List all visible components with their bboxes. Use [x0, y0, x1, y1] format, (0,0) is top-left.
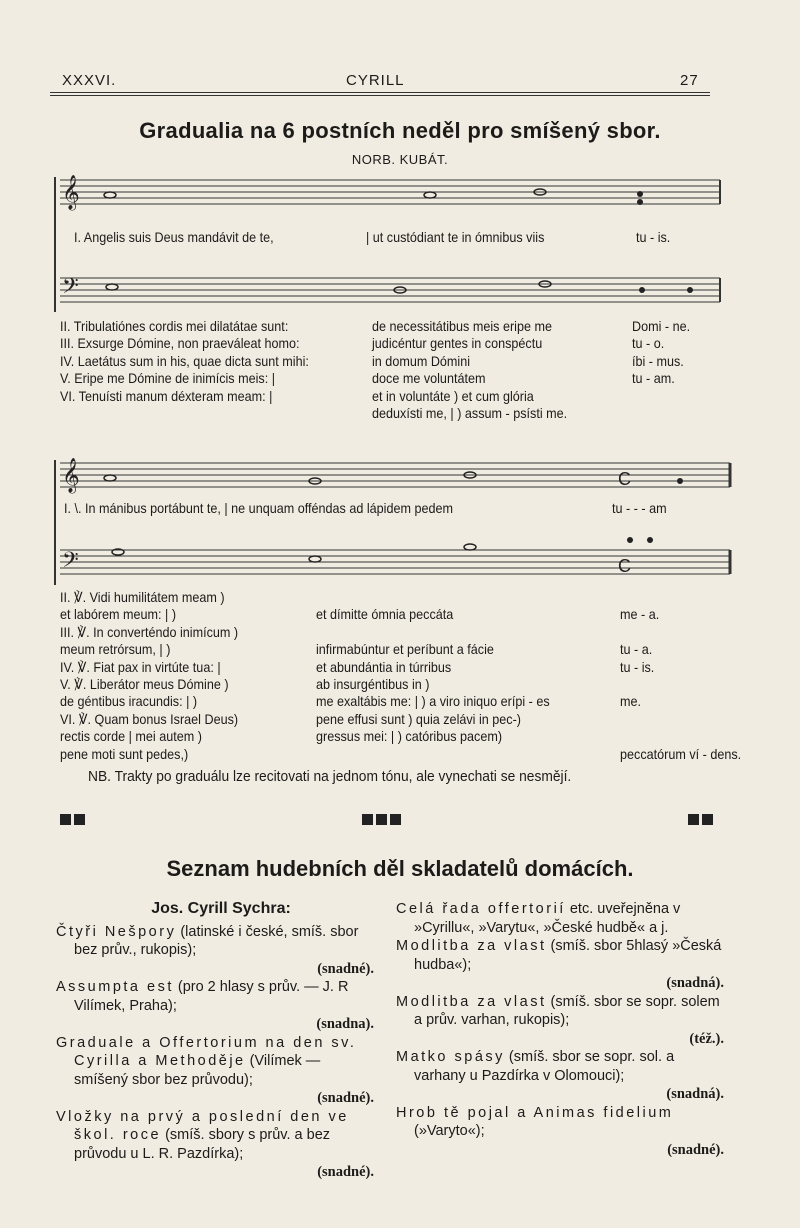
difficulty-rating: (snadné). — [317, 1090, 374, 1106]
svg-text:𝄞: 𝄞 — [62, 175, 80, 210]
verse-b: in domum Dómini — [372, 352, 471, 369]
verse-a: rectis corde | mei autem ) — [60, 728, 202, 745]
verse-b: pene effusi sunt ) quia zelávi in pec-) — [316, 710, 521, 727]
verse-c: me - a. — [620, 606, 660, 623]
svg-text:𝄢: 𝄢 — [62, 274, 79, 304]
work-entry — [396, 993, 724, 1049]
work-entry — [56, 1034, 374, 1108]
music-system-2 — [50, 455, 740, 590]
works-column-left — [56, 900, 374, 1182]
verse-a: III. Exsurge Dómine, non praeváleat homo: — [60, 335, 300, 352]
verse-a: de géntibus iracundis: | ) — [60, 693, 198, 710]
svg-text:𝄞: 𝄞 — [62, 458, 80, 493]
verse-b: me exaltábis me: | ) a viro iniquo erípi - es — [316, 693, 550, 710]
verse-b: infirmabúntur et períbunt a fácie — [316, 641, 494, 658]
underlay-1a: I. Angelis suis Deus mandávit de te, — [74, 229, 274, 245]
work-title: Matko spásy — [396, 1049, 505, 1065]
verse-a: pene moti sunt pedes,) — [60, 745, 189, 762]
difficulty-rating: (snadná). — [666, 975, 724, 991]
verse-a: IV. Laetátus sum in his, quae dicta sunt mihi: — [60, 352, 309, 369]
work-details: (pro 2 hlasy s prův. — J. R Vilímek, Praha); — [74, 979, 349, 1014]
verse-b: de necessitátibus meis eripe me — [372, 318, 552, 334]
verse-b: deduxísti me, | ) assum - psísti me. — [372, 405, 568, 421]
verse-c: peccatórum ví - dens. — [620, 745, 742, 762]
svg-text:C: C — [618, 469, 631, 489]
header-rule — [50, 92, 710, 93]
header-rule-thin — [50, 95, 710, 96]
work-entry — [56, 978, 374, 1034]
work-title: Čtyři Nešpory — [56, 923, 177, 940]
work-title: Assumpta est — [56, 979, 174, 995]
work-title: Modlitba za vlast — [396, 993, 547, 1010]
work-details: (Vilímek — smíšený sbor bez průvodu); — [74, 1053, 321, 1088]
difficulty-rating: (snadné). — [667, 1141, 724, 1158]
verse-b: gressus mei: | ) catóribus pacem) — [316, 728, 503, 745]
underlay-1b: | ut custódiant te in ómnibus viis — [366, 229, 545, 245]
verse-c: me. — [620, 693, 642, 710]
difficulty-rating: (snadné). — [317, 1164, 374, 1180]
work-title: Graduale a Offertorium na den sv. Cyrilla a Methoděje — [56, 1034, 357, 1069]
verse-c: tu - am. — [632, 370, 675, 387]
verse-a: VI. Tenuísti manum déxteram meam: | — [60, 387, 273, 404]
difficulty-rating: (též.). — [689, 1030, 724, 1047]
work-title: Vložky na prvý a poslední den ve škol. roce — [56, 1108, 349, 1143]
page-number: 27 — [680, 72, 699, 89]
work-entry — [396, 1048, 724, 1104]
verse-a: V. Eripe me Dómine de inimícis meis: | — [60, 370, 275, 387]
underlay-2a: I. \. In mánibus portábunt te, | ne unquam offéndas ad lápidem pedem — [64, 500, 453, 516]
work-entry — [396, 937, 724, 993]
work-title: Celá řada offertorií — [396, 901, 566, 917]
verse-c: tu - o. — [632, 335, 665, 352]
verse-b: ab insurgéntibus in ) — [316, 676, 430, 692]
verse-c: tu - is. — [620, 658, 655, 675]
work-title: Hrob tě pojal a Animas fidelium — [396, 1104, 674, 1121]
work-entry — [396, 900, 724, 937]
section-heading: Seznam hudebních děl skladatelů domácích. — [166, 856, 634, 881]
work-entry — [56, 1108, 374, 1182]
ornament-center — [362, 814, 401, 825]
work-details: (latinské i české, smíš. sbor bez prův., rukopis); — [74, 923, 359, 958]
svg-text:C: C — [618, 556, 631, 576]
difficulty-rating: (snadné). — [317, 960, 374, 977]
verse-b: et abundántia in túrribus — [316, 658, 452, 675]
performance-note: NB. Trakty po graduálu lze recitovati na jednom tónu, ale vynechati se nesmějí. — [88, 768, 572, 785]
work-title: Modlitba za vlast — [396, 938, 547, 954]
verse-b: et dímitte ómnia peccáta — [316, 606, 454, 623]
verse-a: meum retrórsum, | ) — [60, 641, 171, 658]
difficulty-rating: (snadná). — [666, 1086, 724, 1102]
work-details: (smíš. sbory s prův. a bez průvodu u L. R. Pazdírka); — [74, 1127, 331, 1162]
verse-a: IV. ℣. Fiat pax in virtúte tua: | — [60, 658, 221, 675]
work-details: etc. uveřejněna v »Cyrillu«, »Varytu«, »České hudbě« a j. — [414, 901, 681, 936]
work-details: (»Varyto«); — [414, 1123, 485, 1139]
svg-text:𝄢: 𝄢 — [62, 548, 79, 578]
page-title: Gradualia na 6 postních neděl pro smíšený sbor. — [139, 118, 661, 143]
difficulty-rating: (snadna). — [316, 1016, 374, 1032]
verse-a: V. ℣. Liberátor meus Dómine ) — [60, 676, 229, 692]
verse-c: tu - a. — [620, 641, 653, 658]
verse-a: VI. ℣. Quam bonus Israel Deus) — [60, 710, 239, 727]
ornament-left — [60, 814, 85, 825]
ornament-right — [688, 814, 713, 825]
work-entry — [56, 923, 374, 979]
verse-b: et in voluntáte ) et cum glória — [372, 387, 534, 404]
section-number: XXXVI. — [62, 72, 117, 89]
verse-c: íbi - mus. — [632, 352, 684, 369]
underlay-1c: tu - is. — [636, 229, 671, 245]
works-column-right — [396, 900, 724, 1159]
verse-a: II. Tribulatiónes cordis mei dilatátae sunt: — [60, 318, 289, 334]
underlay-2c: tu - - - am — [612, 500, 667, 516]
running-title: CYRILL — [346, 72, 405, 89]
author-name: Jos. Cyrill Sychra: — [151, 900, 291, 917]
composer: NORB. KUBÁT. — [351, 152, 449, 167]
work-details: (smíš. sbor 5hlasý »Česká hudba«); — [414, 938, 722, 973]
verse-a: II. ℣. Vidi humilitátem meam ) — [60, 589, 225, 605]
verse-c: Domi - ne. — [632, 318, 691, 334]
verse-b: judicéntur gentes in conspéctu — [372, 335, 543, 352]
work-details: (smíš. sbor se sopr. solem a prův. varhan, rukopis); — [414, 993, 720, 1028]
verse-b: doce me voluntátem — [372, 370, 486, 387]
verse-a: III. ℣. In converténdo inimícum ) — [60, 623, 239, 640]
work-entry — [396, 1104, 724, 1160]
work-details: (smíš. sbor se sopr. sol. a varhany u Pazdírka v Olomouci); — [414, 1049, 675, 1084]
verse-a: et labórem meum: | ) — [60, 606, 177, 623]
